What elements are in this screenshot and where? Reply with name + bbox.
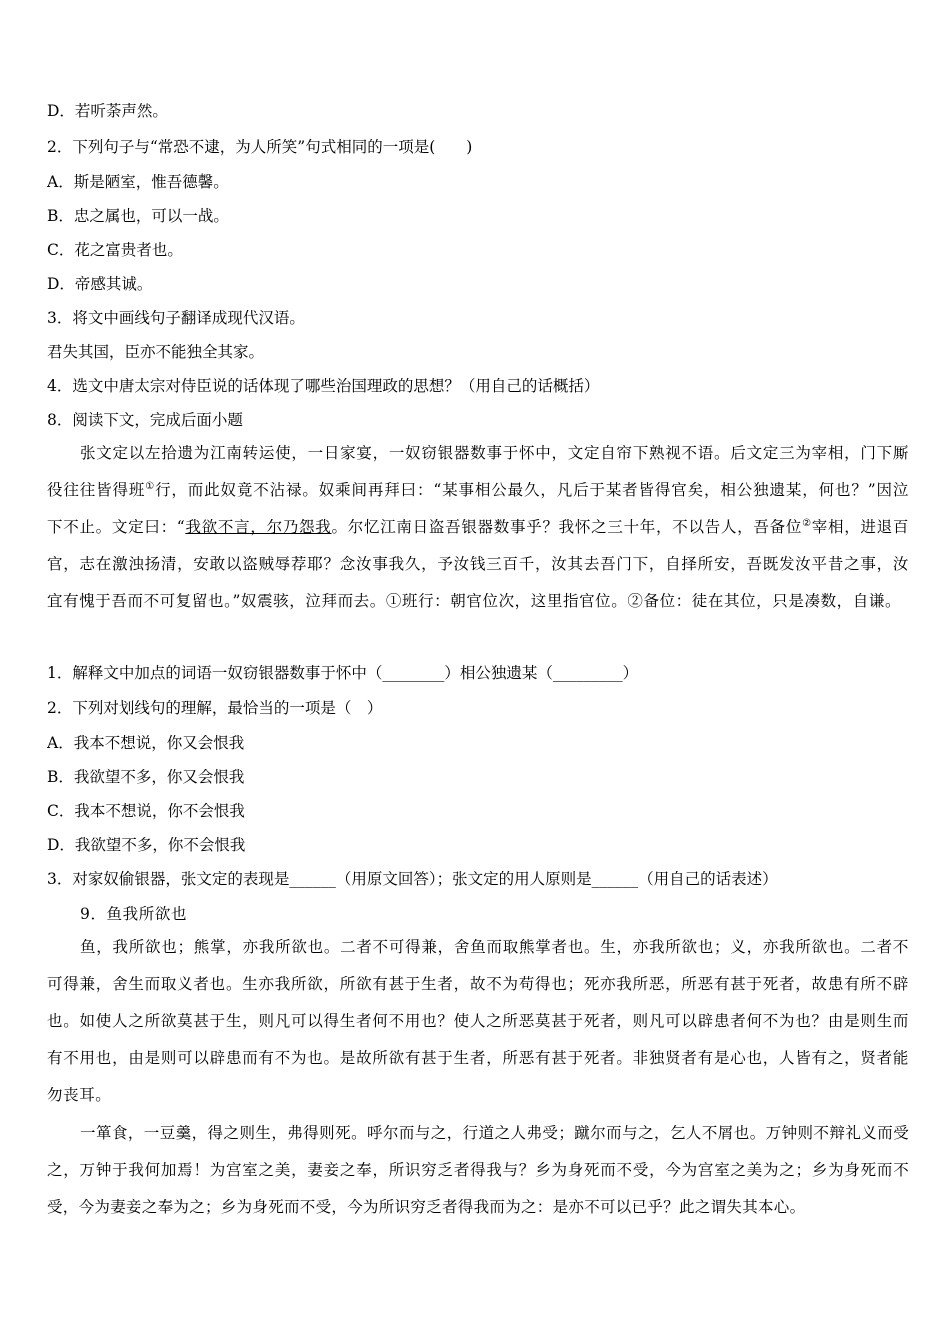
question-3-sentence: 君失其国，臣亦不能独全其家。 — [47, 343, 265, 361]
passage-8 — [47, 435, 909, 620]
question-3: 3．将文中画线句子翻译成现代汉语。 — [47, 309, 305, 327]
q8-question-3: 3．对家奴偷银器，张文定的表现是______（用原文回答）；张文定的用人原则是______（用自己的话表述） — [47, 870, 778, 888]
q8-option-a: A．我本不想说，你又会恨我 — [47, 734, 245, 752]
passage-8-text-2: 行，而此奴竟不沾禄。奴乘间再拜曰：“某事相公最久，凡后于某者皆得官矣，相公独遗某，何也？”因泣下不止。文定曰：“ — [47, 481, 909, 536]
line-q1-option-d: D．若听荼声然。 — [47, 102, 168, 120]
q2-option-a: A．斯是陋室，惟吾德馨。 — [47, 173, 229, 191]
q2-option-c: C．花之富贵者也。 — [47, 241, 183, 259]
section-8-title: 8．阅读下文，完成后面小题 — [47, 411, 243, 429]
footnote-mark-2: ② — [802, 517, 812, 529]
q8-option-c: C．我本不想说，你不会恨我 — [47, 802, 245, 820]
passage-8-text-4: 宰相，进退百官，志在激浊扬清，安敢以盗贼辱荐耶？念汝事我久，予汝钱三百千，汝其去吾门下，自择所安，吾既发汝平昔之事，汝宜有愧于吾而不可复留也。”奴震骇，泣拜而去。①班行：朝官位次，这里指官位。②备位：徒在其位，只是凑数，自谦。 — [47, 518, 910, 610]
q2-option-d: D．帝感其诚。 — [47, 275, 153, 293]
q8-question-2: 2．下列对划线句的理解，最恰当的一项是（ ） — [47, 699, 383, 717]
question-2: 2．下列句子与“常恐不逮，为人所笑”句式相同的一项是( ) — [47, 138, 473, 156]
q2-option-b: B．忠之属也，可以一战。 — [47, 207, 229, 225]
question-4: 4．选文中唐太宗对侍臣说的话体现了哪些治国理政的思想？（用自己的话概括） — [47, 377, 600, 395]
passage-8-text-3: 。尔忆江南日盗吾银器数事乎？我怀之三十年，不以告人，吾备位 — [331, 518, 803, 536]
q8-option-b: B．我欲望不多，你又会恨我 — [47, 768, 245, 786]
section-9-paragraph-2: 一箪食，一豆羹，得之则生，弗得则死。呼尔而与之，行道之人弗受；蹴尔而与之，乞人不屑也。万钟则不辩礼义而受之，万钟于我何加焉！为宫室之美，妻妾之奉，所识穷乏者得我与？乡为身死而不受，今为宫室之美为之；乡为身死而不受，今为妻妾之奉为之；乡为身死而不受，今为所识穷乏者得我而为之：是亦不可以已乎？此之谓失其本心。 — [47, 1124, 909, 1216]
passage-8-text-1: 张文定以左拾遗为江南转运使，一日家宴，一奴窃银器数事于怀中，文定自帘下熟视不语。后文定三为宰相，门下厮役往往皆得班 — [47, 444, 909, 499]
section-9-title: 9．鱼我所欲也 — [80, 905, 188, 923]
section-9-paragraph-1: 鱼，我所欲也；熊掌，亦我所欲也。二者不可得兼，舍鱼而取熊掌者也。生，亦我所欲也；义，亦我所欲也。二者不可得兼，舍生而取义者也。生亦我所欲，所欲有甚于生者，故不为苟得也；死亦我所恶，所恶有甚于死者，故患有所不辟也。如使人之所欲莫甚于生，则凡可以得生者何不用也？使人之所恶莫甚于死者，则凡可以辟患者何不为也？由是则生而有不用也，由是则可以辟患而有不为也。是故所欲有甚于生者，所恶有甚于死者。非独贤者有是心也，人皆有之，贤者能勿丧耳。 — [47, 938, 909, 1104]
q8-option-d: D．我欲望不多，你不会恨我 — [47, 836, 246, 854]
underlined-sentence: 我欲不言，尔乃怨我 — [185, 518, 332, 536]
footnote-mark-1: ① — [145, 480, 156, 492]
q8-question-1: 1．解释文中加点的词语一奴窃银器数事于怀中（________）相公独遗某（_________） — [47, 664, 639, 682]
